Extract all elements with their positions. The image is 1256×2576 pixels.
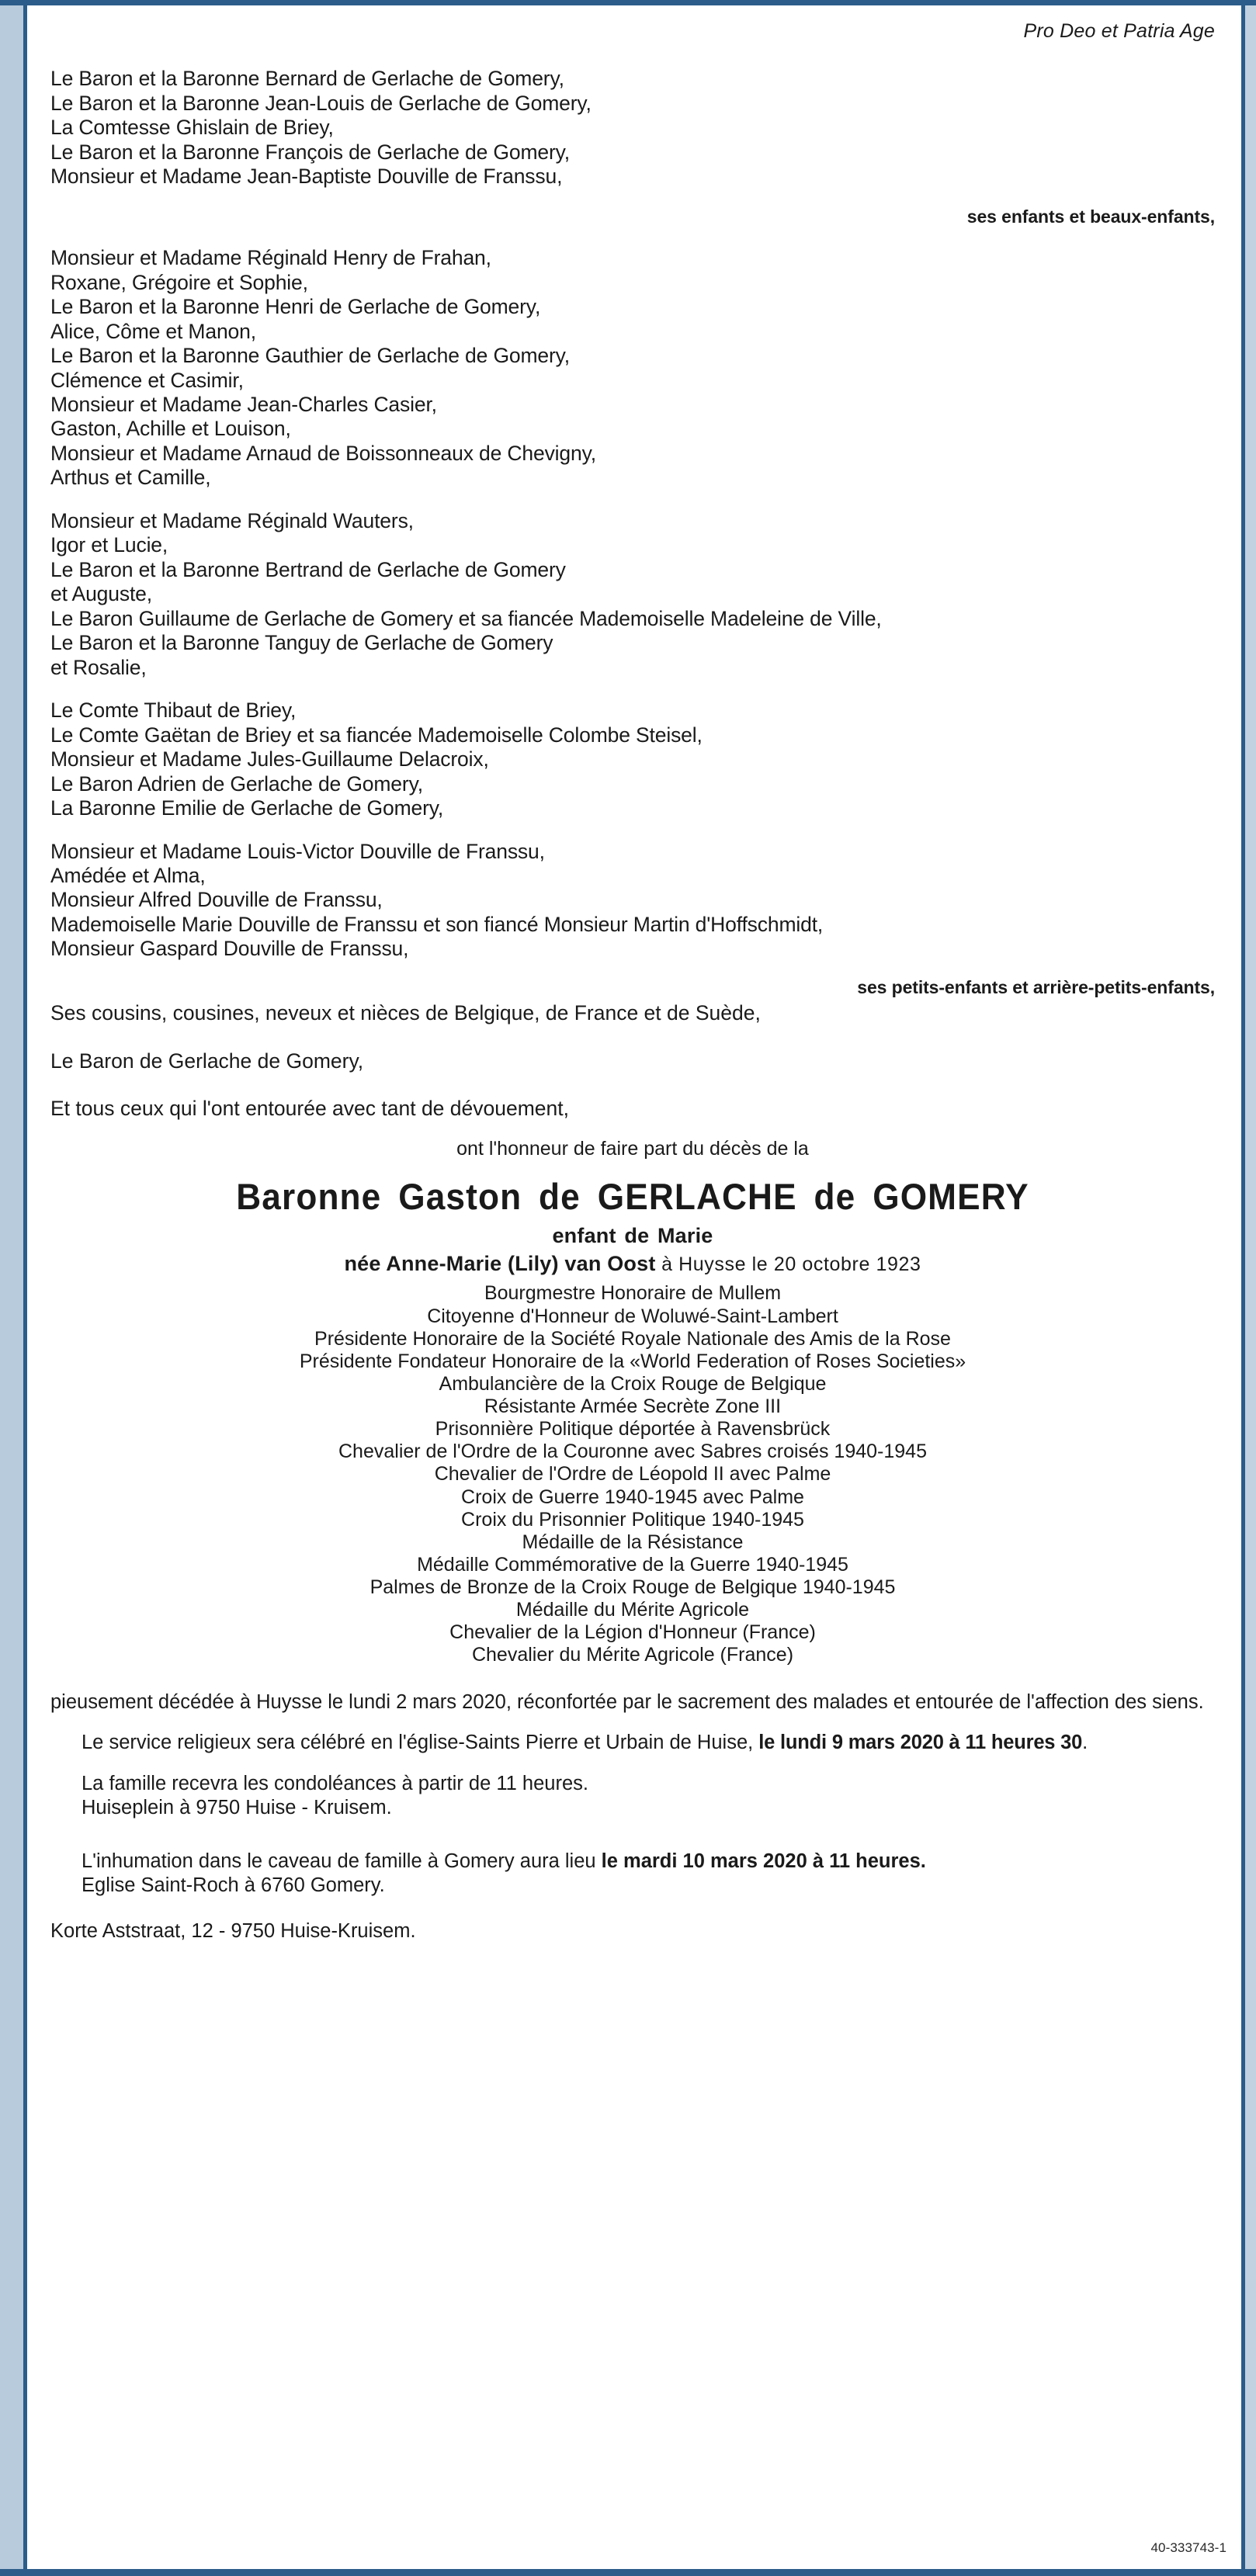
latin-motto: Pro Deo et Patria Age	[1023, 20, 1215, 42]
family-name-line: Monsieur et Madame Jules-Guillaume Delacroix,	[50, 747, 489, 771]
burial-church-line: Eglise Saint-Roch à 6760 Gomery.	[82, 1874, 385, 1897]
honor-item: Chevalier de l'Ordre de la Couronne avec Sabres croisés 1940-1945	[338, 1441, 927, 1463]
family-name-line: Le Baron et la Baronne Henri de Gerlache de Gomery,	[50, 295, 541, 319]
family-name-line: Monsieur et Madame Jean-Baptiste Douville de Franssu,	[50, 165, 563, 189]
honor-item: Chevalier de l'Ordre de Léopold II avec Palme	[434, 1463, 831, 1486]
honor-item: Ambulancière de la Croix Rouge de Belgique	[439, 1372, 827, 1395]
family-name-line: Amédée et Alma,	[50, 863, 206, 887]
grandchildren-block-2	[50, 509, 1215, 680]
relationship-label-children: ses enfants et beaux-enfants,	[966, 206, 1215, 227]
right-border-tint	[1245, 5, 1256, 2569]
family-name-line: Clémence et Casimir,	[50, 368, 244, 392]
family-name-line: Le Baron Guillaume de Gerlache de Gomery et sa fiancée Mademoiselle Madeleine de Ville,	[50, 606, 882, 630]
family-name-line: Mademoiselle Marie Douville de Franssu et son fiancé Monsieur Martin d'Hoffschmidt,	[50, 912, 824, 936]
deceased-subtitle: enfant de Marie	[552, 1223, 713, 1247]
family-name-line: Le Baron et la Baronne Gauthier de Gerlache de Gomery,	[50, 344, 571, 368]
maiden-name: née Anne-Marie (Lily) van Oost	[344, 1251, 656, 1275]
family-name-line: Le Comte Thibaut de Briey,	[50, 699, 297, 723]
top-border-rule	[0, 0, 1256, 5]
burial-datetime: le mardi 10 mars 2020 à 11 heures.	[601, 1850, 926, 1873]
honor-item: Présidente Fondateur Honoraire de la «World Federation of Roses Societies»	[299, 1350, 966, 1372]
reference-number: 40-333743-1	[1150, 2540, 1227, 2555]
death-paragraph: pieusement décédée à Huysse le lundi 2 mars 2020, réconfortée par le sacrement des malades et entourée de l'affection des siens.	[50, 1690, 1204, 1713]
birth-detail	[656, 1253, 662, 1275]
family-name-line: Gaston, Achille et Louison,	[50, 417, 291, 441]
family-name-line: La Baronne Emilie de Gerlache de Gomery,	[50, 796, 444, 820]
family-name-line: Le Baron et la Baronne Bernard de Gerlache de Gomery,	[50, 67, 564, 91]
grandchildren-block-1	[50, 246, 1215, 491]
family-name-line: Le Baron et la Baronne Jean-Louis de Gerlache de Gomery,	[50, 91, 592, 115]
honor-item: Médaille de la Résistance	[522, 1531, 744, 1553]
honor-item: Chevalier du Mérite Agricole (France)	[471, 1644, 794, 1666]
deceased-name: Baronne Gaston de GERLACHE de GOMERY	[236, 1175, 1029, 1217]
burial-paragraph	[50, 1850, 1215, 1874]
honor-item: Présidente Honoraire de la Société Royale Nationale des Amis de la Rose	[314, 1327, 951, 1350]
honor-item: Croix de Guerre 1940-1945 avec Palme	[461, 1486, 804, 1508]
family-name-line: Le Baron Adrien de Gerlache de Gomery,	[50, 771, 423, 796]
birth-detail-text: à Huysse le 20 octobre 1923	[661, 1253, 921, 1275]
announcement-intro: ont l'honneur de faire part du décès de la	[456, 1137, 809, 1160]
final-address: Korte Aststraat, 12 - 9750 Huise-Kruisem.	[50, 1920, 416, 1943]
family-name-line: Monsieur et Madame Réginald Wauters,	[50, 508, 414, 532]
honor-item: Croix du Prisonnier Politique 1940-1945	[461, 1508, 804, 1531]
family-name-line: Monsieur et Madame Arnaud de Boissonneaux de Chevigny,	[50, 441, 596, 465]
honor-item: Médaille Commémorative de la Guerre 1940-1945	[417, 1553, 848, 1576]
family-name-line: Le Baron et la Baronne François de Gerlache de Gomery,	[50, 140, 570, 164]
grandchildren-block-4	[50, 840, 1215, 999]
deceased-birth-line	[50, 1251, 1215, 1276]
religious-service-paragraph	[50, 1731, 1215, 1755]
family-name-line: Le Baron et la Baronne Tanguy de Gerlache de Gomery	[50, 631, 553, 655]
bottom-border-rule	[0, 2569, 1256, 2576]
family-name-line: Monsieur et Madame Louis-Victor Douville de Franssu,	[50, 839, 545, 863]
family-name-line: Le Baron et la Baronne Bertrand de Gerlache de Gomery	[50, 557, 566, 581]
condolences-line-1: La famille recevra les condoléances à partir de 11 heures.	[82, 1773, 588, 1795]
family-name-line: Alice, Côme et Manon,	[50, 319, 256, 343]
honor-item: Chevalier de la Légion d'Honneur (France)	[449, 1621, 816, 1644]
right-border-rule	[1241, 5, 1245, 2569]
family-name-line: Monsieur Gaspard Douville de Franssu,	[50, 937, 409, 961]
honor-item: Médaille du Mérite Agricole	[515, 1599, 750, 1621]
relationship-label-grandchildren: ses petits-enfants et arrière-petits-enfants,	[857, 976, 1215, 997]
left-border-tint	[0, 5, 23, 2569]
baron-line: Le Baron de Gerlache de Gomery,	[50, 1049, 364, 1073]
honor-item: Palmes de Bronze de la Croix Rouge de Belgique 1940-1945	[370, 1576, 896, 1598]
devotion-line: Et tous ceux qui l'ont entourée avec tant de dévouement,	[50, 1097, 569, 1121]
service-text-before: Le service religieux sera célébré en l'église-Saints Pierre et Urbain de Huise,	[82, 1732, 759, 1754]
family-name-line: Roxane, Grégoire et Sophie,	[50, 270, 308, 294]
notice-content	[27, 5, 1241, 2569]
family-name-line: Monsieur et Madame Réginald Henry de Frahan,	[50, 246, 491, 270]
family-name-line: Igor et Lucie,	[50, 533, 168, 557]
burial-text-before: L'inhumation dans le caveau de famille à Gomery aura lieu	[82, 1850, 602, 1873]
condolences-line-2: Huiseplein à 9750 Huise - Kruisem.	[82, 1797, 392, 1819]
family-name-line: Monsieur et Madame Jean-Charles Casier,	[50, 393, 437, 416]
children-group	[50, 67, 1215, 227]
cousins-line: Ses cousins, cousines, neveux et nièces de Belgique, de France et de Suède,	[50, 1001, 761, 1025]
honor-item: Bourgmestre Honoraire de Mullem	[484, 1282, 782, 1305]
family-name-line: et Rosalie,	[50, 655, 147, 679]
family-name-line: Monsieur Alfred Douville de Franssu,	[50, 888, 383, 912]
honors-list	[50, 1282, 1215, 1666]
grandchildren-block-3	[50, 699, 1215, 820]
family-name-line: La Comtesse Ghislain de Briey,	[50, 116, 334, 140]
honor-item: Prisonnière Politique déportée à Ravensbrück	[435, 1418, 831, 1441]
family-name-line: Arthus et Camille,	[50, 466, 211, 490]
honor-item: Citoyenne d'Honneur de Woluwé-Saint-Lambert	[427, 1305, 838, 1327]
family-name-line: et Auguste,	[50, 582, 152, 606]
service-datetime: le lundi 9 mars 2020 à 11 heures 30	[758, 1732, 1083, 1754]
honor-item: Résistante Armée Secrète Zone III	[484, 1395, 782, 1417]
family-name-line: Le Comte Gaëtan de Briey et sa fiancée Mademoiselle Colombe Steisel,	[50, 723, 703, 747]
service-text-after: .	[1082, 1732, 1088, 1754]
